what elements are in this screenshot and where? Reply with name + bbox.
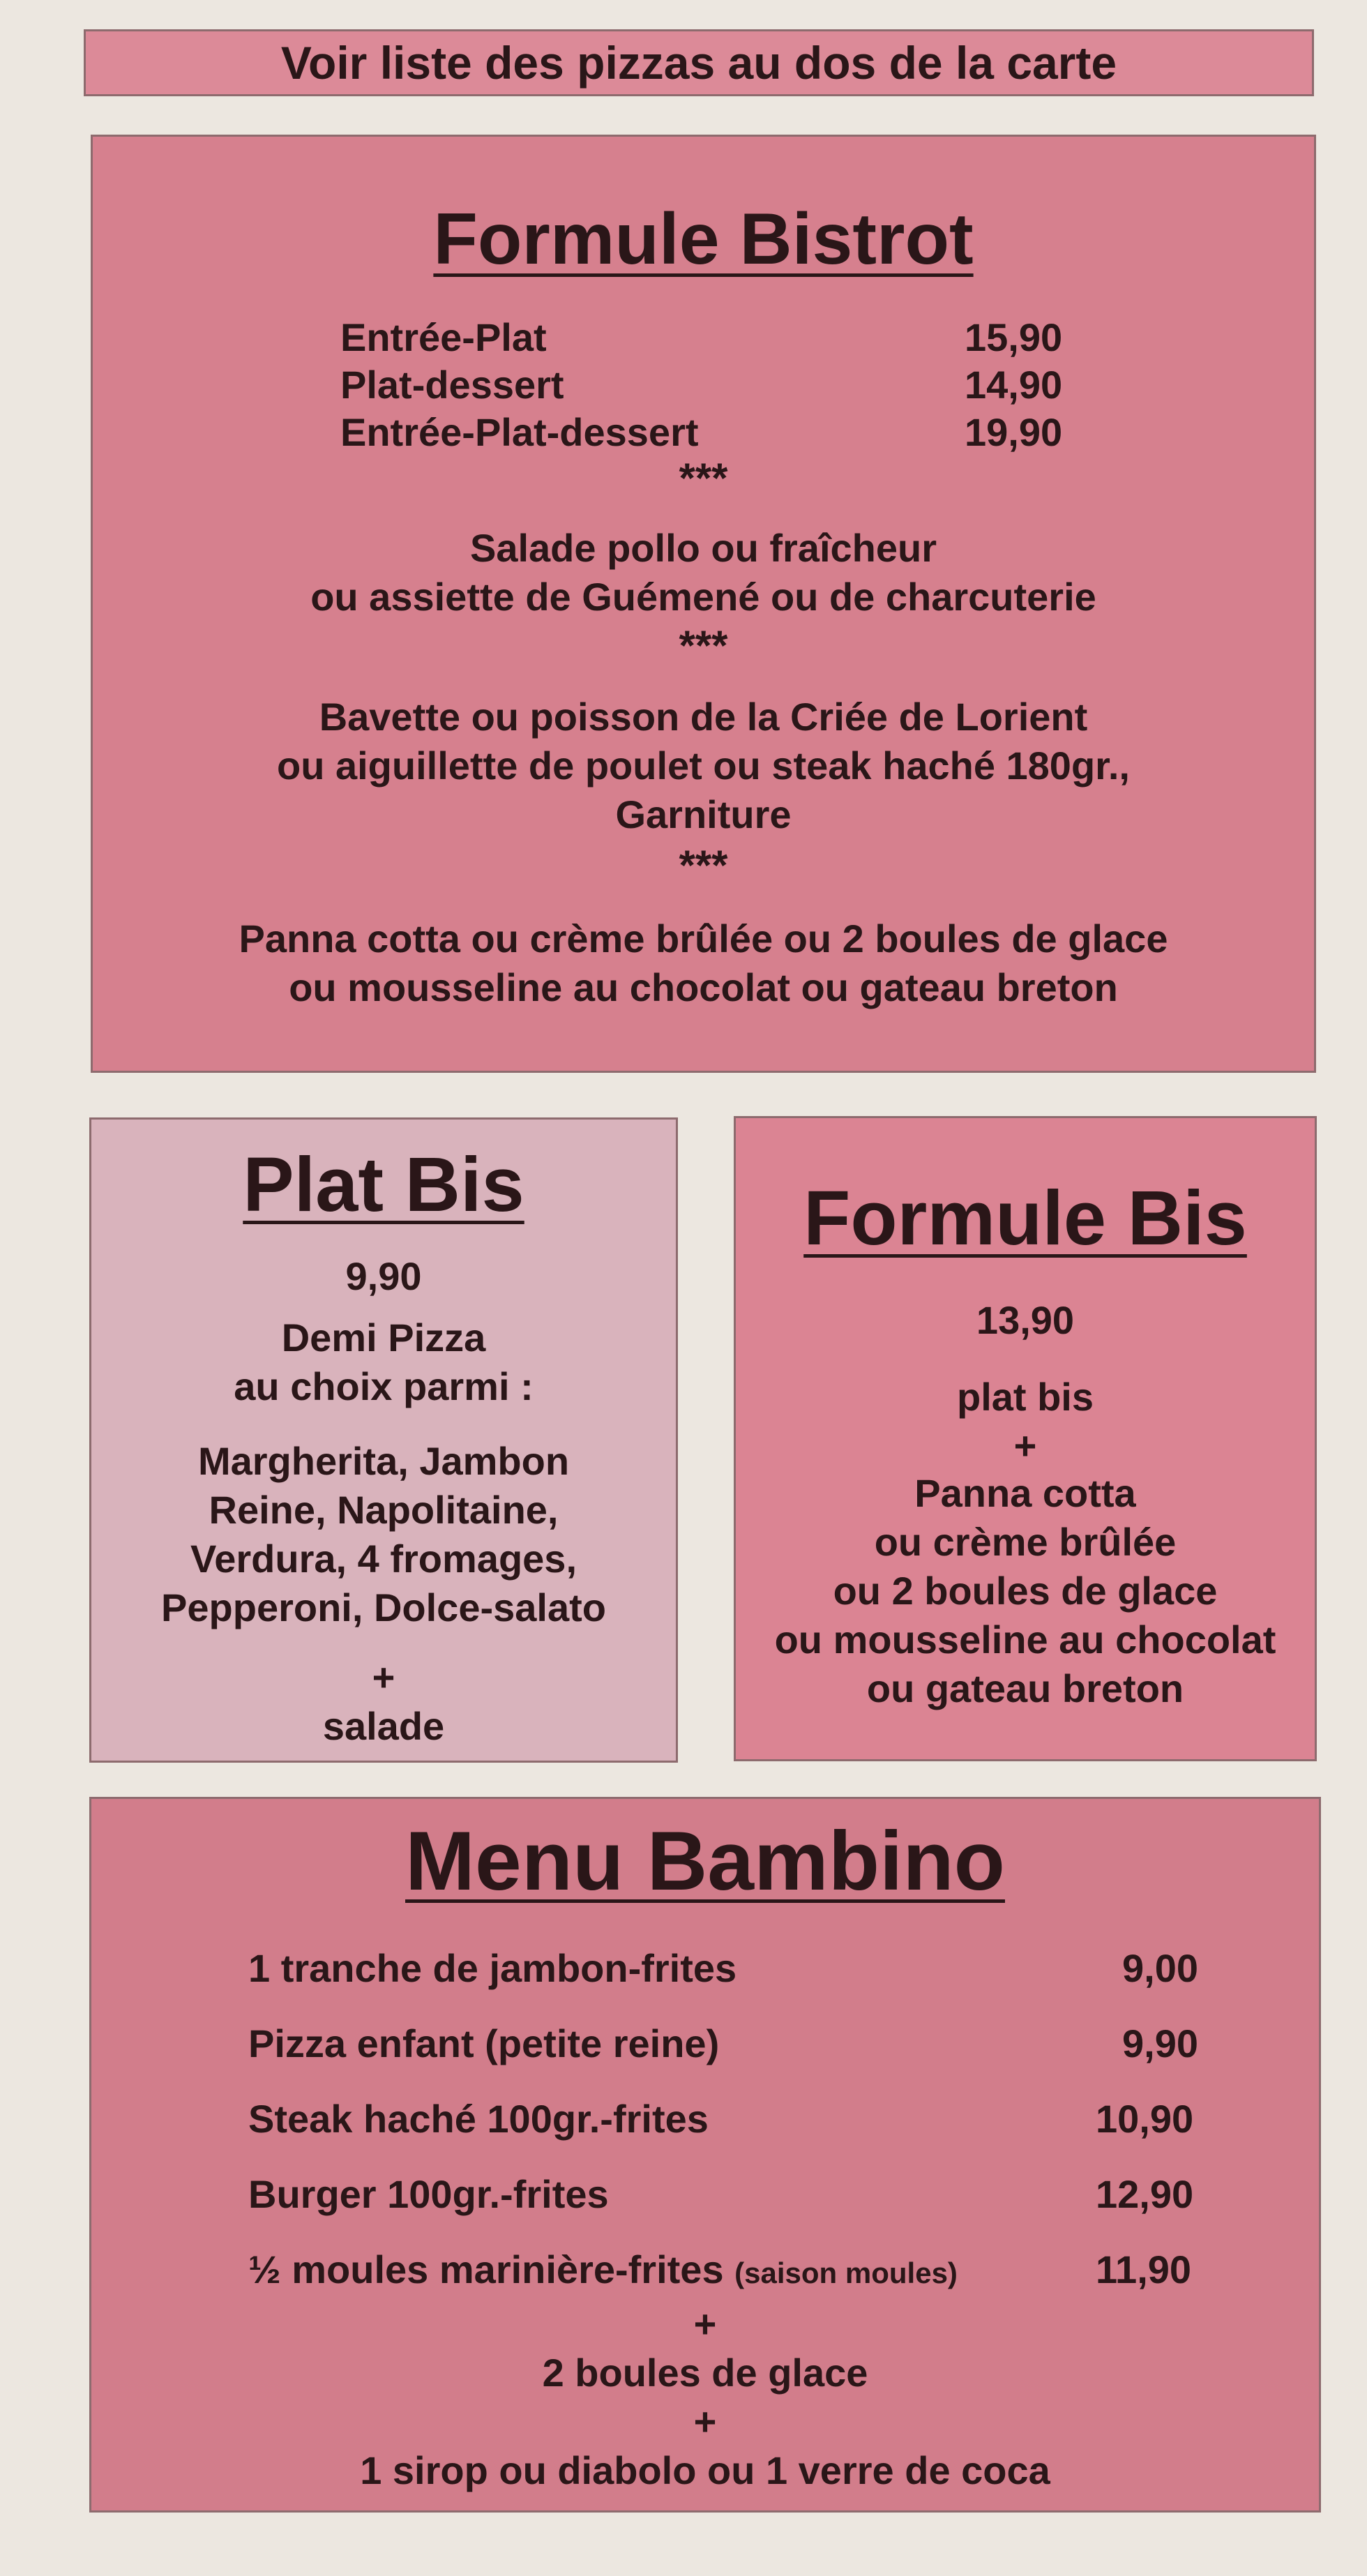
bambino-price: 9,90: [1122, 2021, 1198, 2065]
plat-bis-price: 9,90: [345, 1254, 422, 1298]
formule-bis-line: ou mousseline au chocolat: [774, 1618, 1276, 1662]
pizza-list-banner: Voir liste des pizzas au dos de la carte: [84, 29, 1314, 96]
separator: ***: [679, 622, 728, 669]
menu-bambino-panel: [89, 1797, 1321, 2513]
dessert-line: Panna cotta ou crème brûlée ou 2 boules de glace: [239, 917, 1168, 961]
formule-bis-panel: [734, 1116, 1317, 1761]
pizza-line: Reine, Napolitaine,: [209, 1488, 559, 1532]
price-value: 15,90: [965, 315, 1063, 359]
formule-bistrot-panel: [91, 135, 1316, 1073]
plat-line: Garniture: [615, 792, 792, 836]
plus-sign: +: [372, 1655, 395, 1699]
formule-bis-line: ou 2 boules de glace: [833, 1569, 1218, 1613]
plat-bis-panel: [89, 1117, 678, 1763]
plat-line: ou aiguillette de poulet ou steak haché 180gr.,: [277, 744, 1130, 788]
pizza-line: Margherita, Jambon: [197, 1439, 570, 1483]
bambino-item: [248, 2247, 958, 2292]
price-label: Entrée-Plat-dessert: [340, 410, 699, 454]
bambino-item-note: (saison moules): [734, 2257, 958, 2289]
bambino-item: Steak haché 100gr.-frites: [248, 2097, 709, 2141]
plat-bis-line: Demi Pizza: [281, 1316, 486, 1359]
bambino-item-label: ½ moules marinière-frites: [248, 2247, 724, 2291]
plat-bis-line: au choix parmi :: [234, 1364, 534, 1408]
price-label: Plat-dessert: [340, 363, 564, 407]
bambino-price: 10,90: [1096, 2097, 1194, 2141]
price-value: 14,90: [965, 363, 1063, 407]
entree-line: ou assiette de Guémené ou de charcuterie: [310, 575, 1096, 619]
bambino-price: 12,90: [1096, 2172, 1194, 2216]
bambino-item: Pizza enfant (petite reine): [248, 2021, 720, 2065]
plus-sign: +: [1013, 1424, 1037, 1468]
separator: ***: [679, 842, 728, 889]
formule-bis-first: plat bis: [956, 1375, 1094, 1419]
plat-bis-extra: salade: [322, 1704, 445, 1748]
bambino-drink: 1 sirop ou diabolo ou 1 verre de coca: [360, 2448, 1050, 2492]
pizza-line: Pepperoni, Dolce-salato: [161, 1585, 606, 1629]
menu-bambino-title: Menu Bambino: [405, 1814, 1005, 1908]
formule-bis-title: Formule Bis: [803, 1175, 1247, 1261]
plus-sign: +: [693, 2302, 717, 2346]
bambino-item: Burger 100gr.-frites: [248, 2172, 609, 2216]
dessert-line: ou mousseline au chocolat ou gateau breton: [289, 965, 1118, 1009]
plus-sign: +: [693, 2400, 717, 2443]
separator: ***: [679, 455, 728, 502]
formule-bistrot-title: Formule Bistrot: [433, 199, 974, 280]
formule-bis-line: ou gateau breton: [866, 1666, 1184, 1710]
entree-line: Salade pollo ou fraîcheur: [469, 526, 937, 570]
bambino-glace: 2 boules de glace: [542, 2351, 868, 2395]
bambino-price: 9,00: [1122, 1946, 1198, 1990]
plat-line: Bavette ou poisson de la Criée de Lorient: [319, 695, 1088, 739]
plat-bis-title: Plat Bis: [243, 1142, 524, 1228]
formule-bis-price: 13,90: [976, 1298, 1075, 1342]
pizza-line: Verdura, 4 fromages,: [190, 1537, 577, 1581]
formule-bis-line: ou crème brûlée: [874, 1520, 1177, 1564]
bambino-item: 1 tranche de jambon-frites: [248, 1946, 737, 1990]
formule-bis-line: Panna cotta: [914, 1471, 1136, 1515]
bambino-price: 11,90: [1096, 2247, 1192, 2291]
price-label: Entrée-Plat: [340, 315, 547, 359]
price-value: 19,90: [965, 410, 1063, 454]
